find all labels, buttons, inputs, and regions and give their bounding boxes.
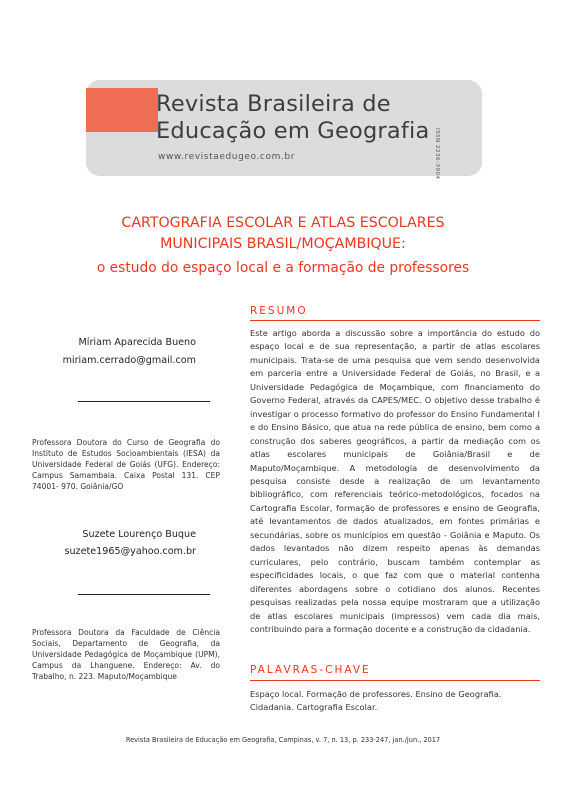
journal-banner xyxy=(86,80,482,176)
journal-title xyxy=(156,91,429,145)
author-name: Suzete Lourenço Buque xyxy=(82,529,196,540)
banner-accent-stripe xyxy=(86,88,158,132)
article-subtitle: o estudo do espaço local e a formação de professores xyxy=(96,260,470,276)
journal-website: www.revistaedugeo.com.br xyxy=(158,152,296,162)
article-title-line2: MUNICIPAIS BRASIL/MOÇAMBIQUE: xyxy=(160,236,406,252)
keywords-heading-rule xyxy=(250,680,540,681)
journal-title-line1: Revista Brasileira de xyxy=(156,91,391,117)
author-email[interactable]: miriam.cerrado@gmail.com xyxy=(62,355,196,366)
author-affiliation: Professora Doutora da Faculdade de Ciência Sociais, Departamento de Geografia, da Universidade Pedagógica de Moçambique (UPM), Campus da Lhanguene. Endereço: Av. do Trabalho, n. 223. Maputo/Moçambique xyxy=(32,628,220,682)
author-email[interactable]: suzete1965@yahoo.com.br xyxy=(64,546,196,557)
author-separator xyxy=(78,594,210,595)
journal-title-line2: Educação em Geografia xyxy=(156,118,430,144)
keywords-heading: PALAVRAS-CHAVE xyxy=(250,664,371,676)
abstract-heading-rule xyxy=(250,320,540,321)
abstract-text: Este artigo aborda a discussão sobre a importância do estudo do espaço local e de sua representação, a partir de atlas escolares municipais. Trata-se de uma pesquisa que vem sendo desenvolvida em parceria entre a Universidade Federal de Goiás, no Brasil, e a Universidade Pedagógica de Moçambique, com financiamento do Governo Federal, através da CAPES/MEC. O objetivo desse trabalho é investigar o processo formativo do professor do Ensino Fundamental I e do Ensino Básico, que atua na rede pública de ensino, bem como a construção dos saberes geográficos, a partir da mediação com os atlas escolares municipais de Goiânia/Brasil e de Maputo/Moçambique. A metodologia de desenvolvimento da pesquisa consiste desde a realização de um levantamento bibliográfico, com referenciais teórico-metodológicos, focados na Cartografia Escolar, formação de professores e ensino de Geografia, até levantamentos de dados atualizados, em fontes primárias e secundárias, sobre os municípios em questão - Goiânia e Maputo. Os dados levantados não dizem respeito apenas às demandas curriculares, pelo contrário, buscam também contemplar as especificidades locais, o que faz com que o material contenha diferentes abordagens sobre o cotidiano dos alunos. Recentes pesquisas realizadas pela nossa equipe mostraram que a utilização de atlas escolares municipais (impressos) vem cada dia mais, contribuindo para a formação docente e a construção da cidadania. xyxy=(250,328,540,634)
article-title-line1: CARTOGRAFIA ESCOLAR E ATLAS ESCOLARES xyxy=(121,215,445,231)
journal-issn: ISSN 2236-3904 xyxy=(434,128,440,180)
author-name: Míriam Aparecida Bueno xyxy=(78,337,196,348)
author-affiliation: Professora Doutora do Curso de Geografia do Instituto de Estudos Socioambientais (IESA) da Universidade Federal de Goiás (UFG). Endereço: Campus Samambaia. Caixa Postal 131. CEP 74001- 970. Goiânia/GO xyxy=(32,438,220,492)
abstract-heading: RESUMO xyxy=(250,305,308,317)
page-footer-citation: Revista Brasileira de Educação em Geografia, Campinas, v. 7, n. 13, p. 233-247, jan./jun., 2017 xyxy=(125,736,441,744)
keywords-text: Espaço local. Formação de professores. Ensino de Geografia. Cidadania. Cartografia Escolar. xyxy=(250,689,502,713)
author-separator xyxy=(78,401,210,402)
